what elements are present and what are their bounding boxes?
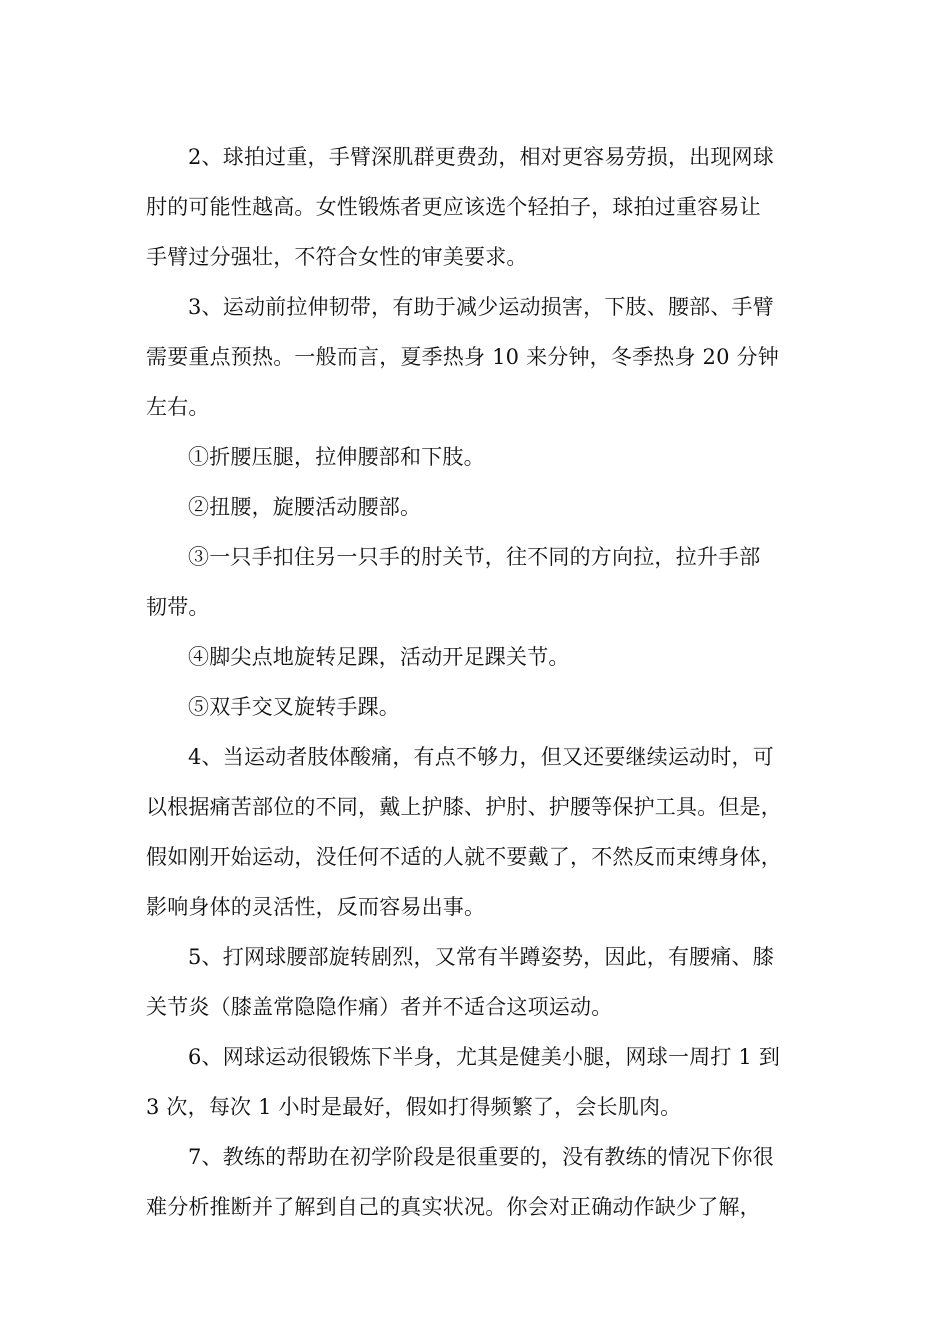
text-line: 影响身体的灵活性，反而容易出事。 — [146, 895, 486, 919]
text-line: 3、运动前拉伸韧带，有助于减少运动损害，下肢、腰部、手臂 — [188, 295, 774, 319]
text-line: 以根据痛苦部位的不同，戴上护膝、护肘、护腰等保护工具。但是， — [146, 795, 782, 819]
paragraph-stretch-step-2 — [146, 482, 810, 532]
text-line: ③一只手扣住另一只手的肘关节，往不同的方向拉，拉升手部 — [188, 545, 761, 569]
paragraph-stretch-step-1 — [146, 432, 810, 482]
paragraph-protective-gear — [146, 732, 810, 932]
text-line: ②扭腰，旋腰活动腰部。 — [188, 495, 422, 519]
text-line: 7、教练的帮助在初学阶段是很重要的，没有教练的情况下你很 — [188, 1145, 774, 1169]
text-line: 假如刚开始运动，没任何不适的人就不要戴了，不然反而束缚身体， — [146, 845, 782, 869]
text-line: 2、球拍过重，手臂深肌群更费劲，相对更容易劳损，出现网球 — [188, 145, 774, 169]
paragraph-stretch-step-5 — [146, 682, 810, 732]
text-line: 肘的可能性越高。女性锻炼者更应该选个轻拍子，球拍过重容易让 — [146, 195, 761, 219]
text-line: 难分析推断并了解到自己的真实状况。你会对正确动作缺少了解， — [146, 1195, 761, 1219]
text-line: 5、打网球腰部旋转剧烈，又常有半蹲姿势，因此，有腰痛、膝 — [188, 945, 774, 969]
text-line: 手臂过分强壮，不符合女性的审美要求。 — [146, 245, 528, 269]
text-line: 6、网球运动很锻炼下半身，尤其是健美小腿，网球一周打 1 到 — [188, 1045, 781, 1069]
text-line: ④脚尖点地旋转足踝，活动开足踝关节。 — [188, 645, 570, 669]
paragraph-stretch-step-4 — [146, 632, 810, 682]
paragraph-lower-body — [146, 1032, 810, 1132]
document-body — [146, 132, 810, 1232]
paragraph-stretch-step-3 — [146, 532, 810, 632]
text-line: 3 次，每次 1 小时是最好，假如打得频繁了，会长肌肉。 — [146, 1095, 682, 1119]
paragraph-stretching — [146, 282, 810, 432]
text-line: ①折腰压腿，拉伸腰部和下肢。 — [188, 445, 485, 469]
paragraph-coach — [146, 1132, 810, 1232]
text-line: 韧带。 — [146, 595, 210, 619]
paragraph-waist-rotation — [146, 932, 810, 1032]
text-line: ⑤双手交叉旋转手踝。 — [188, 695, 400, 719]
text-line: 关节炎（膝盖常隐隐作痛）者并不适合这项运动。 — [146, 995, 613, 1019]
paragraph-racket-weight — [146, 132, 810, 282]
text-line: 左右。 — [146, 395, 210, 419]
text-line: 4、当运动者肢体酸痛，有点不够力，但又还要继续运动时，可 — [188, 745, 774, 769]
text-line: 需要重点预热。一般而言，夏季热身 10 来分钟，冬季热身 20 分钟 — [146, 345, 779, 369]
